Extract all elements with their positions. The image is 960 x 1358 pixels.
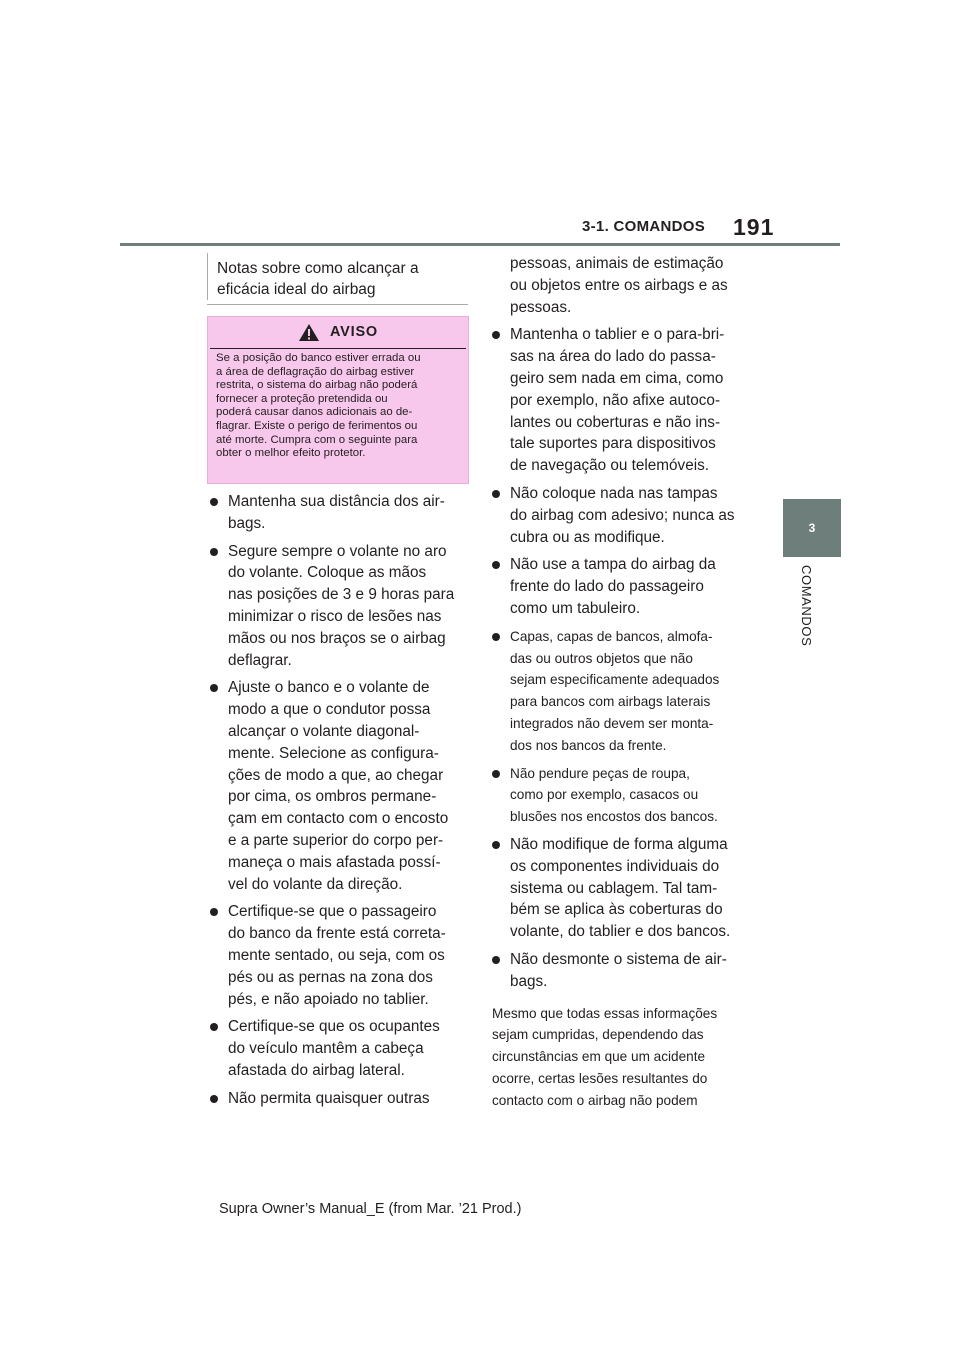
bullet-line: Certifique-se que o passageiro	[228, 903, 437, 921]
bullet-dot-icon	[492, 490, 500, 498]
bullet-item	[492, 483, 742, 548]
bullet-line: Capas, capas de bancos, almofa-	[510, 628, 713, 644]
bullet-line: sas na área do lado do passa-	[510, 348, 716, 366]
warning-line: poderá causar danos adicionais ao de-	[216, 406, 413, 419]
bullet-line: mente. Selecione as configura-	[228, 744, 439, 762]
text-line: pessoas, animais de estimação	[510, 255, 724, 272]
bullet-line: modo a que o condutor possa	[228, 701, 431, 719]
bullet-line: dos nos bancos da frente.	[510, 737, 667, 753]
text-line: pessoas.	[510, 298, 572, 316]
bullet-line: Não desmonte o sistema de air-	[510, 950, 727, 968]
bullet-line: os componentes individuais do	[510, 857, 720, 875]
bullet-item	[492, 763, 742, 828]
bullet-line: geiro sem nada em cima, como	[510, 369, 724, 387]
bullet-line: alcançar o volante diagonal-	[228, 722, 420, 740]
bullet-dot-icon	[210, 548, 218, 556]
bullet-line: Não coloque nada nas tampas	[510, 484, 718, 502]
warning-line: fornecer a proteção pretendida ou	[216, 392, 388, 405]
bullet-line: maneça o mais afastada possí-	[228, 853, 441, 871]
bullet-dot-icon	[210, 1023, 218, 1031]
bullet-line: do banco da frente está correta-	[228, 925, 446, 943]
bullet-line: sejam especificamente adequados	[510, 672, 720, 688]
bullet-line: Mantenha sua distância dos air-	[228, 493, 445, 510]
bullet-line: para bancos com airbags laterais	[510, 694, 711, 710]
bullet-dot-icon	[210, 684, 218, 692]
heading-line: Notas sobre como alcançar a	[217, 260, 419, 277]
bullet-dot-icon	[210, 498, 218, 506]
warning-title: AVISO	[329, 324, 379, 340]
bullet-line: Mantenha o tablier e o para-bri-	[510, 326, 725, 344]
chapter-label: COMANDOS	[799, 565, 814, 647]
page-number: 191	[733, 214, 775, 240]
bullet-line: mente sentado, ou seja, com os	[228, 946, 445, 964]
bullet-line: çam em contacto com o encosto	[228, 810, 449, 828]
bullet-dot-icon	[492, 956, 500, 964]
bullet-item	[492, 834, 742, 943]
bullet-line: bags.	[228, 514, 266, 532]
bullet-line: pés, e não apoiado no tablier.	[228, 990, 429, 1008]
bullet-line: vel do volante da direção.	[228, 875, 403, 893]
bullet-line: pés ou as pernas na zona dos	[228, 968, 433, 986]
bullet-line: de navegação ou telemóveis.	[510, 457, 709, 475]
heading-rule	[207, 304, 468, 305]
bullet-line: Ajuste o banco e o volante de	[228, 679, 430, 697]
bullet-line: por exemplo, não afixe autoco-	[510, 391, 721, 409]
bullet-line: nas posições de 3 e 9 horas para	[228, 586, 455, 604]
bullet-line: das ou outros objetos que não	[510, 650, 693, 666]
bullet-dot-icon	[210, 908, 218, 916]
bullet-item	[210, 541, 460, 672]
bullet-line: Não modifique de forma alguma	[510, 835, 728, 853]
warning-triangle-icon	[298, 323, 320, 342]
section-heading	[207, 253, 477, 300]
bullet-line: do airbag com adesivo; nunca as	[510, 506, 735, 524]
bullet-dot-icon	[492, 331, 500, 339]
bullet-item	[210, 1088, 460, 1110]
text-line: ou objetos entre os airbags e as	[510, 276, 728, 294]
bullet-line: do veículo mantêm a cabeça	[228, 1040, 424, 1058]
bullet-line: tale suportes para dispositivos	[510, 435, 716, 453]
bullet-line: cubra ou as modifique.	[510, 528, 665, 546]
bullet-line: sistema ou cablagem. Tal tam-	[510, 879, 718, 897]
continued-text	[492, 253, 742, 318]
bullet-line: do volante. Coloque as mãos	[228, 564, 427, 582]
text-line: circunstâncias em que um acidente	[492, 1049, 706, 1065]
bullet-item	[210, 901, 460, 1010]
bullet-dot-icon	[492, 633, 500, 641]
warning-line: até morte. Cumpra com o seguinte para	[216, 433, 418, 446]
bullet-item	[492, 324, 742, 477]
bullet-line: afastada do airbag lateral.	[228, 1061, 405, 1079]
bullet-line: blusões nos encostos dos bancos.	[510, 809, 718, 825]
warning-line: obter o melhor efeito protetor.	[216, 447, 366, 460]
bullet-line: Não use a tampa do airbag da	[510, 556, 716, 574]
bullet-line: Certifique-se que os ocupantes	[228, 1018, 440, 1036]
footer-text: Supra Owner’s Manual_E (from Mar. ’21 Prod.)	[219, 1201, 522, 1217]
warning-header	[208, 317, 468, 347]
left-column	[210, 491, 460, 1116]
text-line: sejam cumpridas, dependendo das	[492, 1027, 704, 1043]
text-line: contacto com o airbag não podem	[492, 1092, 698, 1108]
warning-text	[216, 352, 464, 461]
warning-line: Se a posição do banco estiver errada ou	[216, 352, 421, 364]
bullet-line: bém se aplica às coberturas do	[510, 901, 723, 919]
warning-line: a área de deflagração do airbag estiver	[216, 365, 415, 378]
bullet-line: por cima, os ombros permane-	[228, 788, 437, 806]
bullet-dot-icon	[492, 561, 500, 569]
bullet-line: mãos ou nos braços se o airbag	[228, 629, 446, 647]
warning-box	[207, 316, 469, 484]
bullet-line: como por exemplo, casacos ou	[510, 787, 699, 803]
header-rule	[120, 243, 840, 246]
text-line: Mesmo que todas essas informações	[492, 1005, 718, 1021]
bullet-line: minimizar o risco de lesões nas	[228, 607, 442, 625]
bullet-line: lantes ou coberturas e não ins-	[510, 413, 721, 431]
chapter-tab	[783, 499, 841, 557]
bullet-line: integrados não devem ser monta-	[510, 715, 714, 731]
bullet-dot-icon	[492, 841, 500, 849]
bullet-item	[210, 1016, 460, 1081]
text-line: ocorre, certas lesões resultantes do	[492, 1070, 708, 1086]
heading-line: eficácia ideal do airbag	[217, 281, 376, 298]
closing-paragraph	[492, 1003, 742, 1112]
bullet-item	[492, 949, 742, 993]
bullet-line: Segure sempre o volante no aro	[228, 542, 447, 560]
warning-line: restrita, o sistema do airbag não poderá	[216, 379, 418, 392]
bullet-item	[210, 491, 460, 535]
chapter-number: 3	[808, 521, 816, 535]
bullet-line: como um tabuleiro.	[510, 599, 641, 617]
bullet-item	[492, 626, 742, 757]
bullet-item	[492, 554, 742, 619]
bullet-dot-icon	[492, 770, 500, 778]
bullet-line: Não pendure peças de roupa,	[510, 765, 690, 781]
bullet-line: e a parte superior do corpo per-	[228, 831, 444, 849]
bullet-item	[210, 677, 460, 895]
bullet-line: deflagrar.	[228, 651, 292, 669]
bullet-line: bags.	[510, 972, 548, 990]
bullet-line: ções de modo a que, ao chegar	[228, 766, 444, 784]
section-label: 3-1. COMANDOS	[582, 218, 706, 235]
bullet-dot-icon	[210, 1095, 218, 1103]
bullet-line: volante, do tablier e dos bancos.	[510, 923, 731, 941]
warning-divider	[210, 348, 466, 349]
right-column	[492, 253, 742, 1111]
bullet-line: Não permita quaisquer outras	[228, 1089, 430, 1107]
bullet-line: frente do lado do passageiro	[510, 578, 704, 596]
warning-line: flagrar. Existe o perigo de ferimentos ou	[216, 419, 418, 432]
